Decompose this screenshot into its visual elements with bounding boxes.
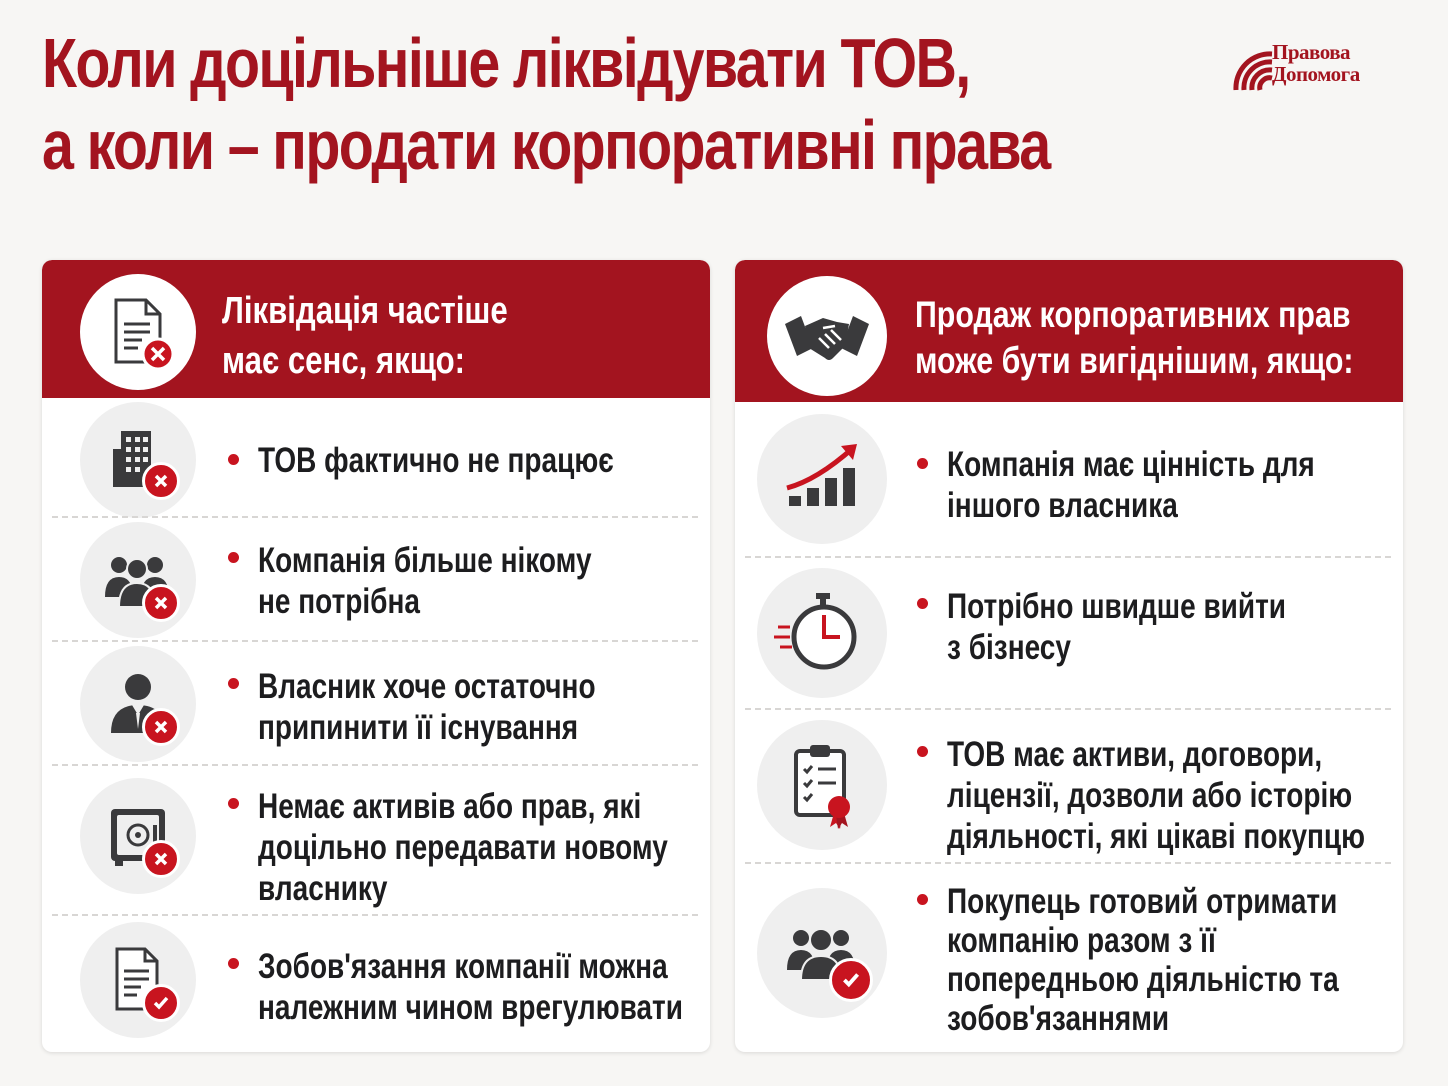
item-text	[947, 734, 1365, 857]
liquidation-panel-header	[42, 260, 710, 398]
clipboard-seal-icon	[757, 720, 887, 850]
bullet-dot	[228, 798, 239, 809]
item-text	[947, 882, 1339, 1038]
logo-text-line-2: Допомога	[1272, 62, 1360, 86]
item-text-line: ліцензії, дозволи або історію	[947, 776, 1353, 815]
sale-title-line-1: Продаж корпоративних прав	[915, 294, 1351, 335]
document-cross-icon	[80, 274, 196, 390]
people-check-icon	[757, 888, 887, 1018]
bullet-dot	[917, 458, 928, 469]
document-check-icon	[80, 922, 196, 1038]
liquidation-panel-title	[222, 286, 508, 386]
liquidation-panel	[42, 260, 710, 1052]
bullet-dot	[228, 552, 239, 563]
item-text	[258, 946, 683, 1028]
bullet-dot	[228, 958, 239, 969]
list-item	[735, 710, 1403, 864]
list-item	[42, 642, 710, 766]
item-text-line: попередньою діяльністю та	[947, 960, 1339, 999]
bullet-dot	[228, 678, 239, 689]
item-text-line: ТОВ фактично не працює	[258, 441, 614, 480]
item-text-line: не потрібна	[258, 582, 420, 621]
item-text-line: діяльності, які цікаві покупцю	[947, 817, 1366, 856]
logo-text-line-1: Правова	[1272, 40, 1351, 64]
title-line-1: Коли доцільніше ліквідувати ТОВ,	[42, 24, 970, 102]
item-text-line: ТОВ має активи, договори,	[947, 735, 1323, 774]
item-text	[947, 444, 1315, 526]
bullet-dot	[917, 598, 928, 609]
logo-arcs-icon	[1232, 40, 1276, 92]
list-item	[735, 402, 1403, 558]
check-badge-icon	[829, 958, 873, 1002]
item-text-line: власнику	[258, 869, 388, 908]
item-text-line: припинити її існування	[258, 708, 579, 747]
list-item	[42, 398, 710, 518]
list-item	[42, 518, 710, 642]
bullet-dot	[917, 746, 928, 757]
item-text-line: Покупець готовий отримати	[947, 882, 1338, 921]
liquidation-title-line-2: має сенс, якщо:	[222, 340, 466, 382]
item-text-line: Компанія більше нікому	[258, 541, 592, 580]
cross-badge-icon	[142, 584, 180, 622]
item-text	[947, 586, 1286, 668]
item-text	[258, 440, 614, 481]
item-text	[258, 540, 592, 622]
item-text-line: Власник хоче остаточно	[258, 667, 596, 706]
brand-logo	[1232, 38, 1412, 98]
item-text-line: зобов'язаннями	[947, 999, 1170, 1038]
cross-badge-icon	[142, 708, 180, 746]
bullet-dot	[917, 894, 928, 905]
people-cross-icon	[80, 522, 196, 638]
item-text-line: Потрібно швидше вийти	[947, 587, 1287, 626]
liquidation-title-line-1: Ліквідація частіше	[222, 290, 508, 332]
page-title	[42, 22, 1050, 186]
growth-chart-icon	[757, 414, 887, 544]
cross-badge-icon	[142, 462, 180, 500]
sale-title-line-2: може бути вигіднішим, якщо:	[915, 340, 1354, 381]
person-cross-icon	[80, 646, 196, 762]
handshake-icon	[767, 276, 887, 396]
title-line-2: а коли – продати корпоративні права	[42, 106, 1050, 184]
item-text-line: іншого власника	[947, 486, 1178, 525]
item-text	[258, 666, 596, 748]
safe-cross-icon	[80, 778, 196, 894]
item-text-line: компанію разом з її	[947, 921, 1216, 960]
sale-panel-title	[915, 292, 1353, 384]
sale-panel-header	[735, 260, 1403, 402]
bullet-dot	[228, 454, 239, 465]
item-text-line: Немає активів або прав, які	[258, 787, 642, 826]
item-text-line: Зобов'язання компанії можна	[258, 947, 668, 986]
check-badge-icon	[142, 984, 180, 1022]
list-item	[42, 766, 710, 916]
item-text-line: з бізнесу	[947, 628, 1071, 667]
list-item	[735, 558, 1403, 710]
stopwatch-icon	[757, 568, 887, 698]
sale-panel	[735, 260, 1403, 1052]
building-cross-icon	[80, 402, 196, 518]
list-item	[735, 864, 1403, 1052]
item-text-line: Компанія має цінність для	[947, 445, 1315, 484]
item-text	[258, 786, 668, 909]
item-text-line: доцільно передавати новому	[258, 828, 668, 867]
cross-badge-icon	[142, 840, 180, 878]
item-text-line: належним чином врегулювати	[258, 988, 683, 1027]
list-item	[42, 916, 710, 1052]
